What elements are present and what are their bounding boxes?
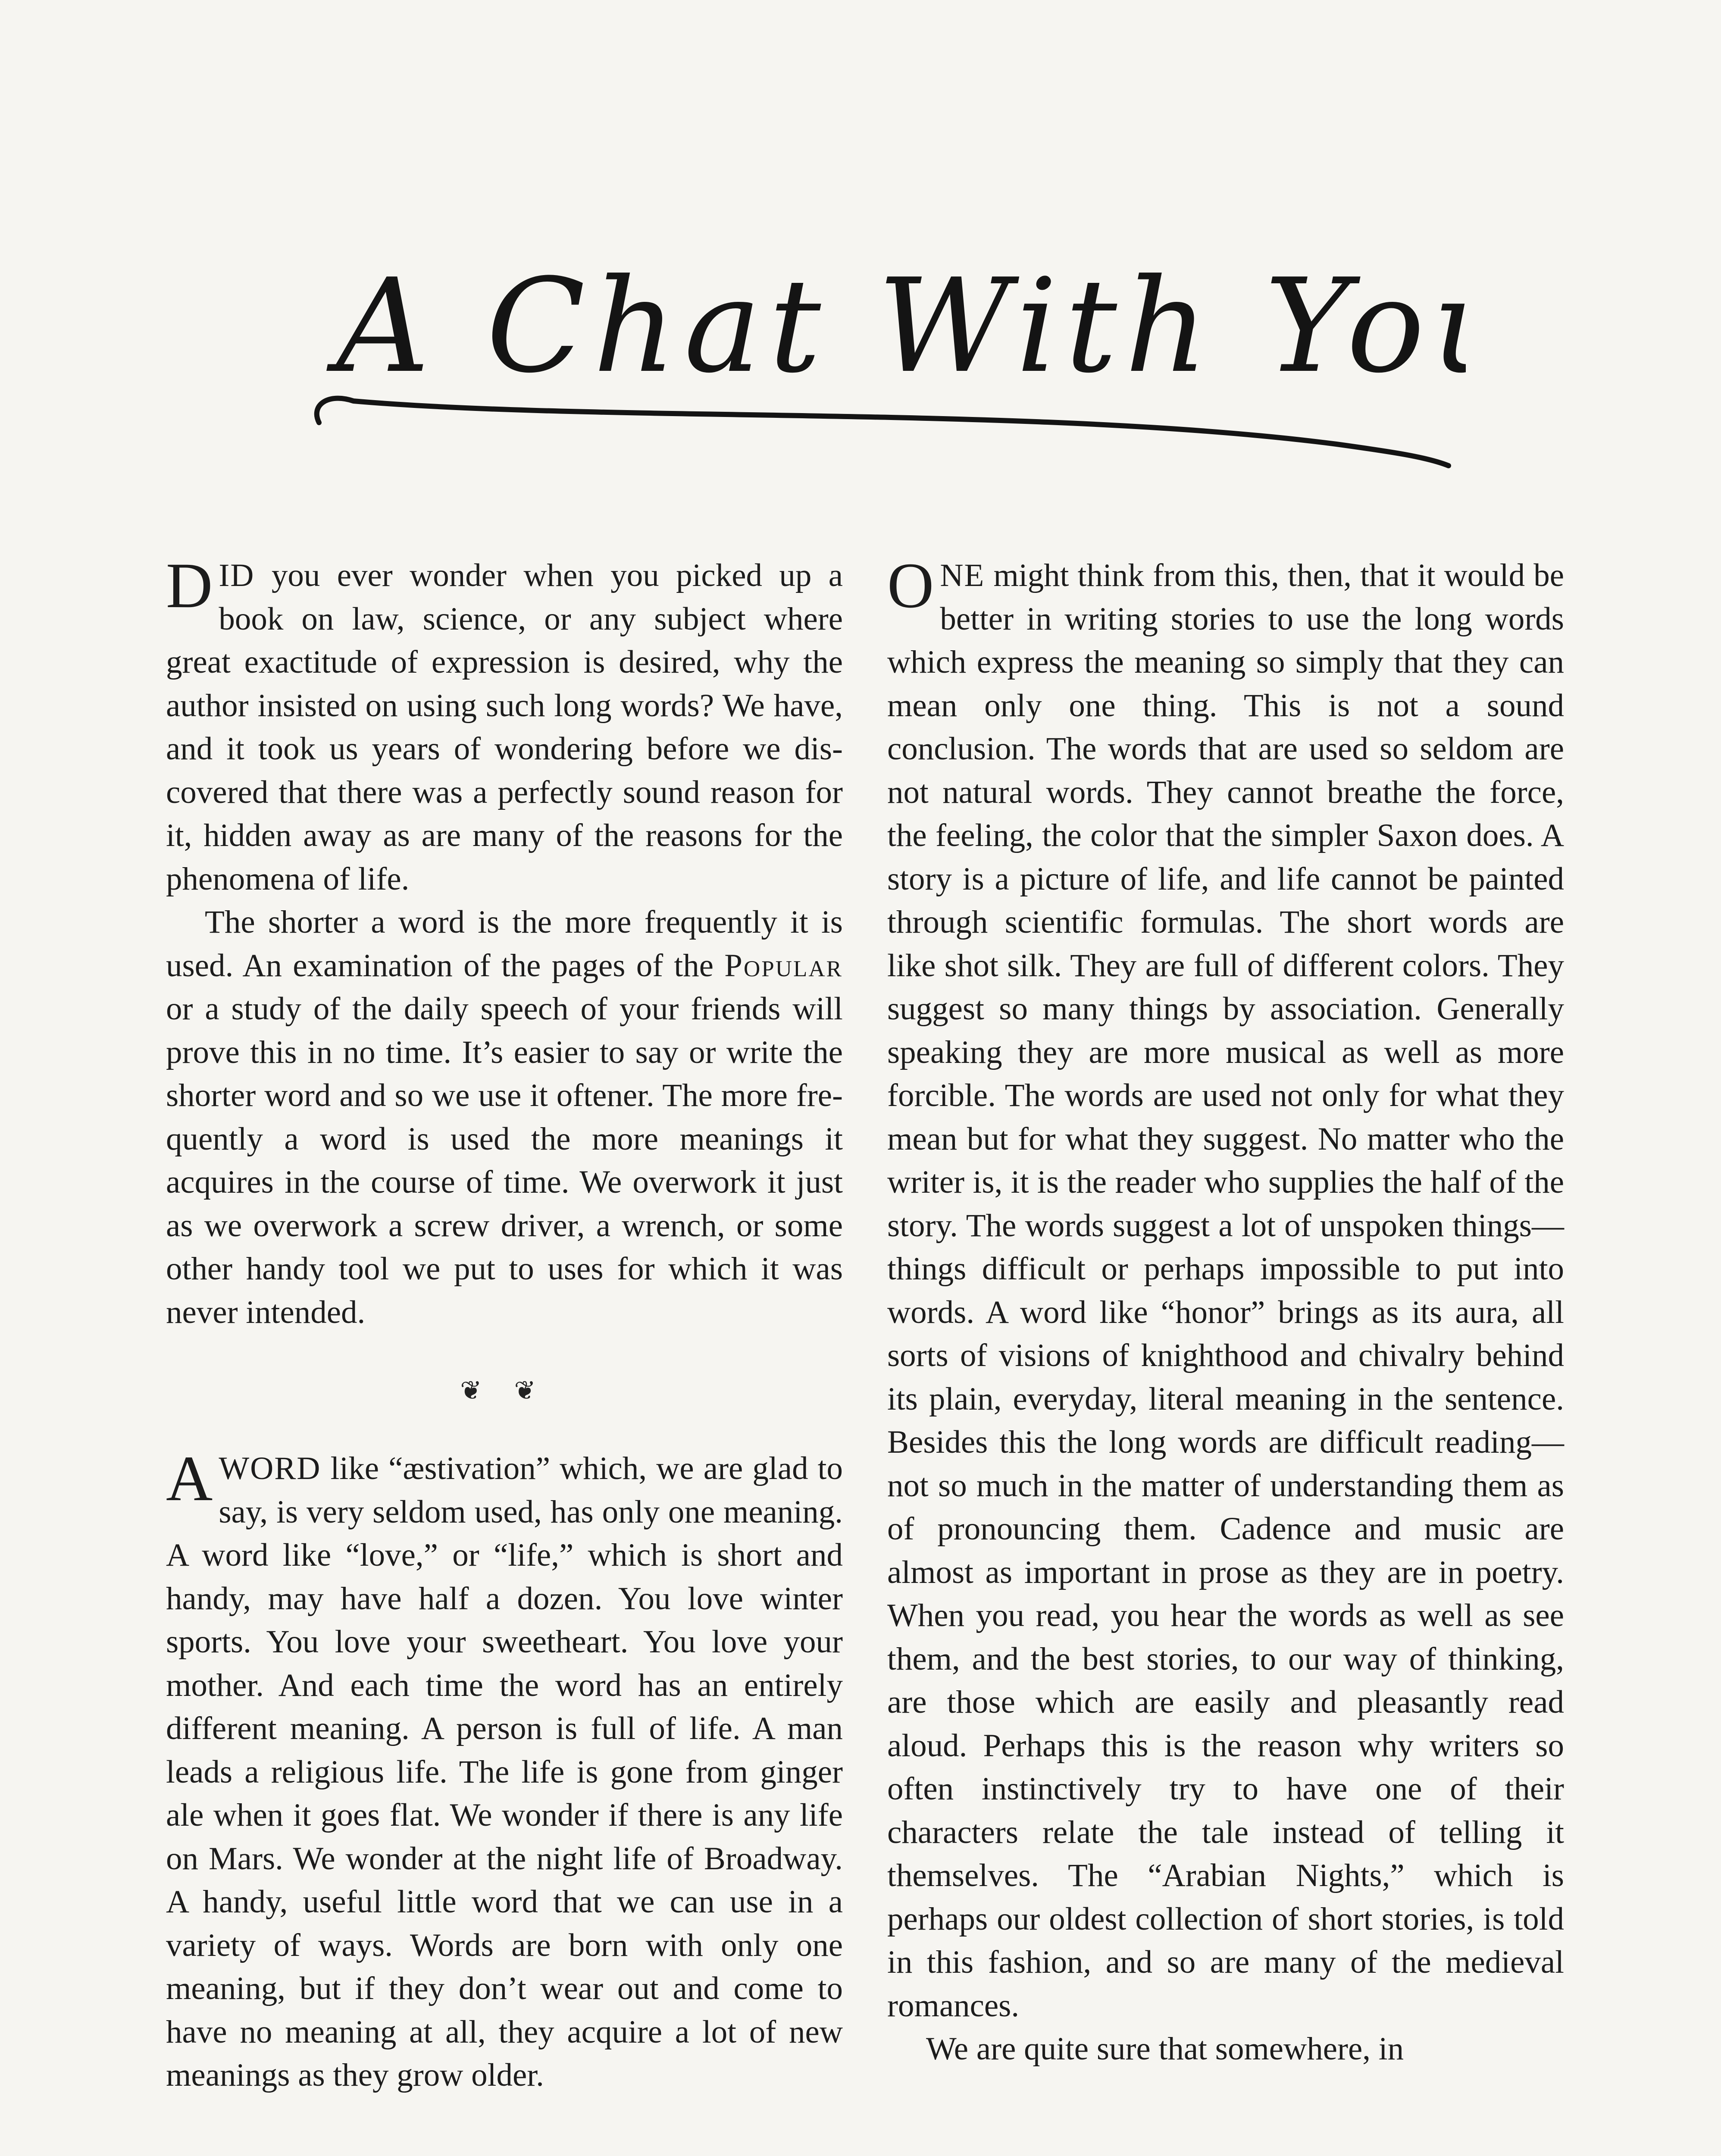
paragraph-text: you ever wonder when you picked up a book on law, science, or any subject where great exactitude of expression is desired, why the author insisted on using such long words? We have, and it took us years of wondering before we discovered that there was a perfectly sound reason for it, hidden away as are many of the reasons for the phenomena of life. xyxy=(166,558,843,897)
paragraph-text: The shorter a word is the more frequently it is used. An examination of the pages of the xyxy=(166,904,843,984)
paragraph-text: might think from this, then, that it would be better in writing stories to use the long words which express the meaning so simply that they can mean only one thing. This is not a sound conclusion. The words that are used so seldom are not natural words. They cannot breathe the force, the feeling, the color that the simpler Saxon does. A story is a picture of life, and life cannot be painted through scientific formulas. The short words are like shot silk. They are full of different colors. They suggest so many things by association. Generally speaking they are more musical as well as more forcible. The words are used not only for what they mean but for what they suggest. No matter who the writer is, it is the reader who supplies the half of the story. The words suggest a lot of unspoken things—things difficult or perhaps impossible to put into words. A word like “honor” brings as its aura, all sorts of visions of knighthood and chivalry behind its plain, everyday, literal meaning in the sentence. Besides this the long words are difficult reading—not so much in the matter of understanding them as of pronouncing them. Cadence and music are almost as important in prose as they are in poetry. When you read, you hear the words as well as see them, and the best stories, to our way of thinking, are those which are easily and pleasantly read aloud. Perhaps this is the reason why writers so often instinctively try to have one of their characters relate the tale instead of telling it themselves. The “Arabian Nights,” which is perhaps our oldest collection of short stories, is told in this fashion, and so are many of the medieval romances. xyxy=(887,558,1564,2024)
paragraph-shorter-word xyxy=(166,901,843,1334)
paragraph-text: or a study of the daily speech of your friends will prove this in no time. It’s easier to say or write the shorter word and so we use it oftener. The more frequently a word is used the more meanings it acquires in the course of time. We overwork it just as we overwork a screw driver, a wrench, or some other handy tool we put to uses for which it was never intended. xyxy=(166,991,843,1330)
paragraph-text: like “æstivation” which, we are glad to say, is very seldom used, has only one meaning. A word like “love,” or “life,” which is short and handy, may have half a dozen. You love winter sports. You love your sweetheart. You love your mother. And each time the word has an entirely different meaning. A person is full of life. A man leads a religious life. The life is gone from ginger ale when it goes flat. We wonder if there is any life on Mars. We wonder at the night life of Broadway. A handy, useful little word that we can use in a variety of ways. Words are born with only one meaning, but if they don’t wear out and come to have no meaning at all, they acquire a lot of new meanings as they grow older. xyxy=(166,1451,843,2093)
drop-cap: O xyxy=(887,550,934,621)
paragraph-intro xyxy=(166,550,843,901)
paragraph-long-words xyxy=(887,550,1564,2028)
magazine-name: Popular xyxy=(724,947,843,984)
lead-word: WORD xyxy=(219,1451,321,1486)
title-heading xyxy=(302,241,1466,483)
handwritten-title xyxy=(302,241,1466,483)
paragraph-aestivation xyxy=(166,1443,843,2097)
left-column xyxy=(166,550,843,2097)
drop-cap: D xyxy=(166,550,213,621)
title-text: A Chat With You xyxy=(336,251,1466,401)
right-column xyxy=(887,550,1564,2071)
lead-word: NE xyxy=(940,558,985,593)
title-underline-flourish xyxy=(317,398,1449,466)
paragraph-continued: We are quite sure that somewhere, in xyxy=(926,2031,1404,2067)
lead-word: ID xyxy=(219,558,255,593)
section-separator-ornament: ❦ ❦ xyxy=(460,1376,549,1405)
drop-cap: A xyxy=(166,1443,213,1514)
